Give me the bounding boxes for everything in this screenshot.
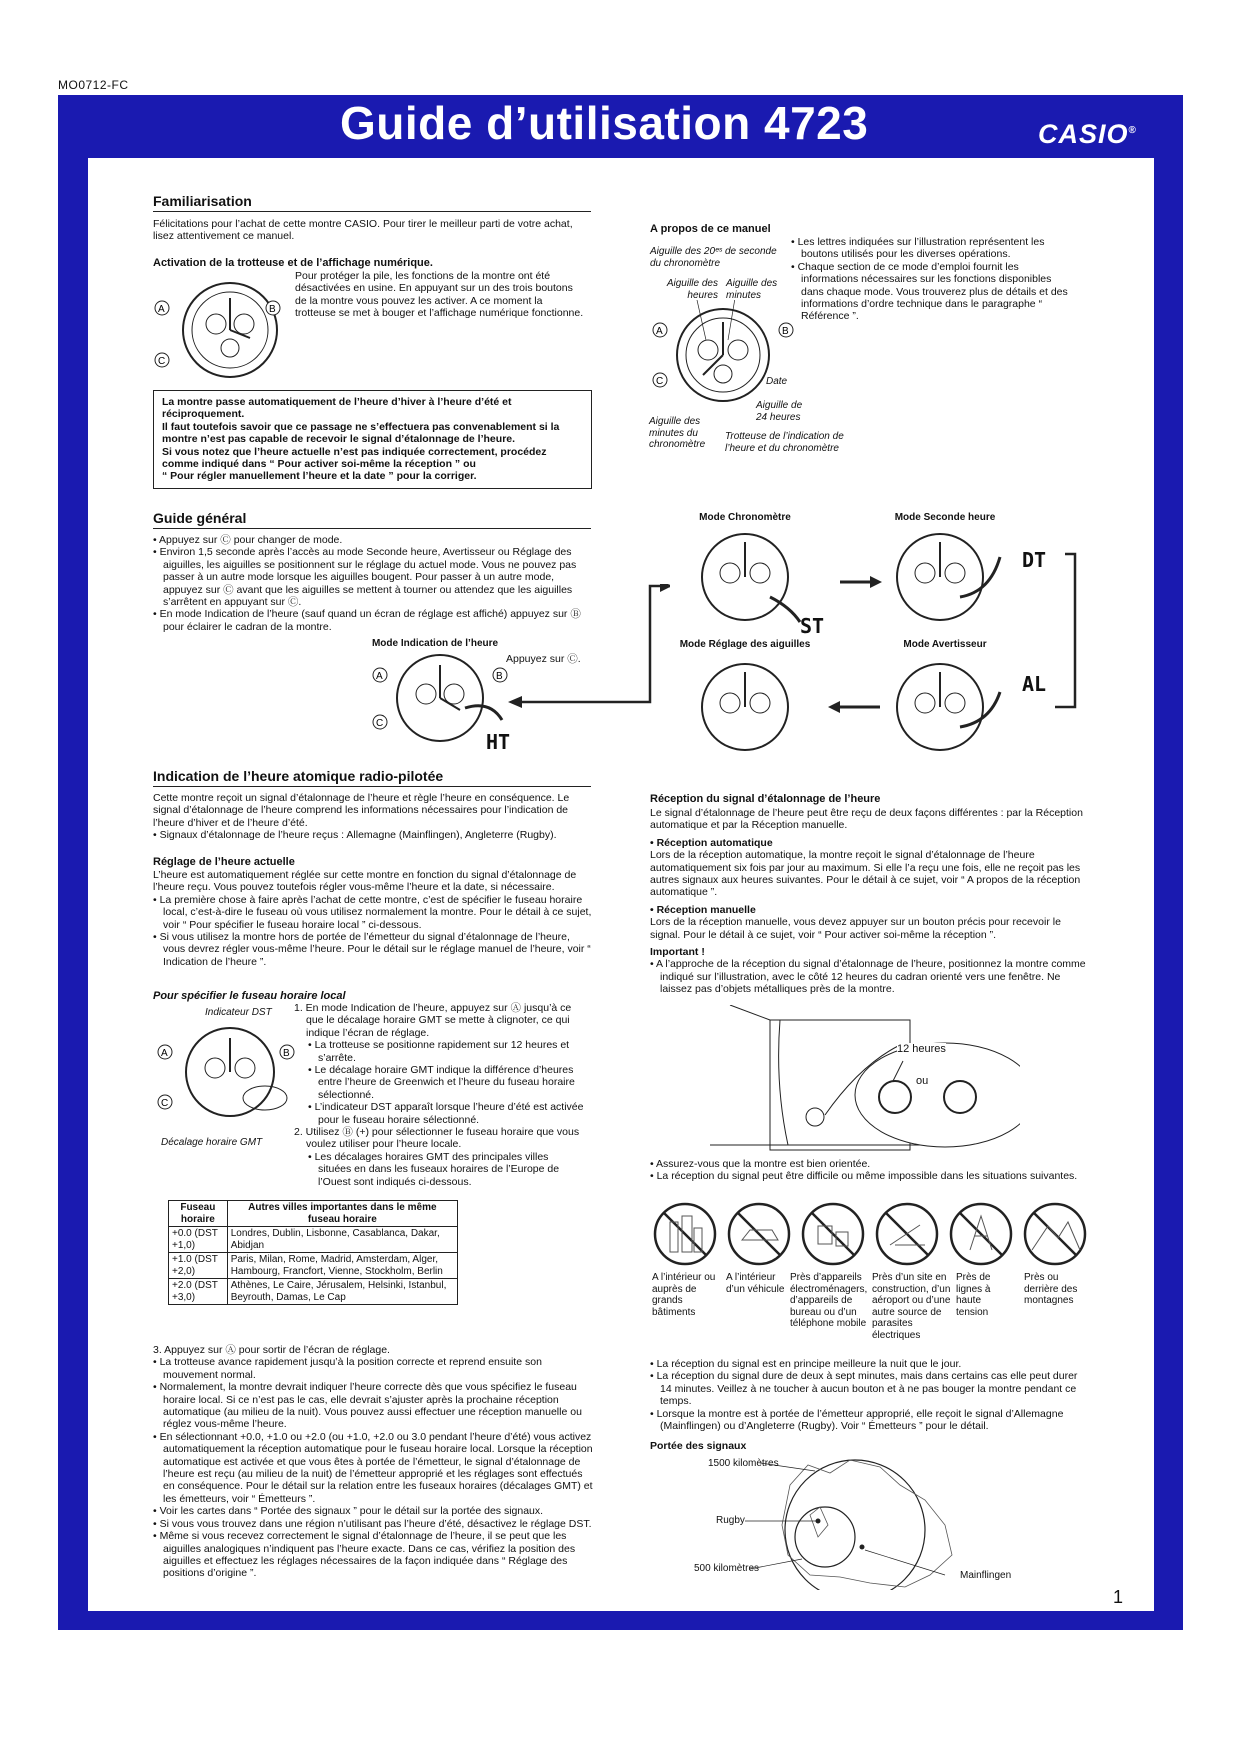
map-label-rugby: Rugby xyxy=(716,1515,745,1526)
auto-text: Lors de la réception automatique, la montre reçoit le signal d’étalonnage de l’heure automatiquement six fois par jour au maximum. Si elle l’a reçu une fois, elle ne reçoit pas les autres signaux aux heures suivantes. Pour le détail à ce sujet, voir “ A propos de la réception automatique ”. xyxy=(650,849,1081,899)
bullet: • La réception du signal peut être difficile ou même impossible dans les situations suivantes. xyxy=(650,1170,1078,1183)
bullet: • La trotteuse avance rapidement jusqu’à la position correcte et reprend ensuite son mouvement normal. xyxy=(153,1356,542,1381)
situation-caption: A l’intérieur d’un véhicule xyxy=(726,1272,785,1295)
table-cell: Paris, Milan, Rome, Madrid, Amsterdam, Alger, Hambourg, Francfort, Vienne, Stockholm, Berlin xyxy=(227,1253,457,1279)
portee-heading: Portée des signaux xyxy=(650,1440,747,1452)
auto-heading: • Réception automatique xyxy=(650,836,773,849)
page-number: 1 xyxy=(1113,1587,1124,1607)
bullet: • A l’approche de la réception du signal d’étalonnage de l’heure, positionnez la montre comme indiqué sur l’illustration, avec le côté 12 heures du cadran orienté vers une fenêtre. Ne laissez pas d’objets métalliques près de la montre. xyxy=(650,958,1086,996)
bullet: • Appuyez sur Ⓒ pour changer de mode. xyxy=(153,534,343,546)
svg-text:C: C xyxy=(158,356,166,367)
label-24h: Aiguille de 24 heures xyxy=(756,400,803,423)
svg-text:C: C xyxy=(656,376,664,387)
bullet: • La réception du signal est en principe meilleure la nuit que le jour. xyxy=(650,1358,962,1370)
activation-heading: Activation de la trotteuse et de l’affichage numérique. xyxy=(153,257,433,269)
section-heading-familiarisation: Familiarisation xyxy=(153,193,591,212)
watch-illustration-hands xyxy=(648,300,798,415)
label-ou: ou xyxy=(916,1075,929,1087)
reglage-heading: Réglage de l’heure actuelle xyxy=(153,856,295,868)
table-header-cell: Fuseau horaire xyxy=(169,1201,228,1227)
notice-line: Si vous notez que l’heure actuelle n’est pas indiquée correctement, procédez comme indiqué dans “ Pour activer soi-même la réception ” ou xyxy=(162,445,547,471)
situation-caption: Près ou derrière des montagnes xyxy=(1024,1272,1078,1306)
caption-mode-adjust: Mode Réglage des aiguilles xyxy=(679,639,811,650)
map-label-mainflingen: Mainflingen xyxy=(960,1570,1012,1581)
label-seconds20: Aiguille des 20ᵉˢ de seconde du chronomètre xyxy=(650,246,777,269)
window-orientation-illustration xyxy=(660,1005,1020,1155)
important-heading: Important ! xyxy=(650,946,705,959)
table-cell: +0.0 (DST +1,0) xyxy=(169,1227,228,1253)
label-dst-indicator: Indicateur DST xyxy=(205,1007,272,1018)
notice-line: La montre passe automatiquement de l’heure d’hiver à l’heure d’été et réciproquement. xyxy=(162,396,512,421)
map-label-500: 500 kilomètres xyxy=(694,1563,760,1574)
table-row xyxy=(169,1279,458,1305)
activation-text: Pour protéger la pile, les fonctions de la montre ont été désactivées en usine. En appuyant sur un des trois boutons de la montre vous pouvez les activer. A ce moment la trotteuse se met à bouger et l’affichage numérique fonctionne. xyxy=(295,270,584,320)
atomic-intro xyxy=(153,792,593,842)
section-heading-atomic: Indication de l’heure atomique radio-pilotée xyxy=(153,768,591,787)
svg-text:B: B xyxy=(782,326,789,337)
lcd-dt: DT xyxy=(1022,548,1047,572)
familiarisation-intro: Félicitations pour l’achat de cette montre CASIO. Pour tirer le meilleur parti de votre achat, lisez attentivement ce manuel. xyxy=(153,218,573,243)
svg-text:B: B xyxy=(283,1048,290,1059)
dst-notice-box xyxy=(153,390,592,489)
bullet: • Signaux d’étalonnage de l’heure reçus : Allemagne (Mainflingen), Angleterre (Rugby). xyxy=(153,829,557,842)
bullet: • Les décalages horaires GMT des principales villes situées en dans les fuseaux horaires de l’Europe de l’Ouest sont indiqués ci-dessous. xyxy=(308,1150,560,1188)
svg-text:B: B xyxy=(496,671,503,682)
table-header-row xyxy=(169,1201,458,1227)
caption-mode-dual: Mode Seconde heure xyxy=(894,512,996,523)
bullet: • La réception du signal dure de deux à sept minutes, mais dans certains cas elle peut durer 14 minutes. Veillez à ne toucher à aucun bouton et à ne pas bouger la montre pendant ce temps. xyxy=(650,1370,1078,1408)
lcd-st: ST xyxy=(800,614,825,638)
orientation-bullets xyxy=(650,1158,1090,1183)
bullet: • En mode Indication de l’heure (sauf quand un écran de réglage est affiché) appuyez sur Ⓑ pour éclairer le cadran de la montre. xyxy=(153,608,581,633)
casio-logo: CASIO® xyxy=(1038,119,1137,149)
bullet: • Même si vous recevez correctement le signal d’étalonnage de l’heure, il se peut que les aiguilles analogiques n’indiquent pas l’heure exacte. Dans ce cas, vérifiez la position des aiguilles et effectuez les réglages nécessaires de la façon indiquée dans “ Réglage des positions d’origine ”. xyxy=(153,1530,576,1580)
apropos-bullets xyxy=(791,236,1077,323)
step-1: 1. En mode Indication de l’heure, appuyez sur Ⓐ jusqu’à ce que le décalage horaire GMT se mette à clignoter, ce qui indique l’écran de réglage. xyxy=(294,1002,572,1039)
situation-caption: A l’intérieur ou auprès de grands bâtiments xyxy=(652,1272,716,1318)
svg-text:A: A xyxy=(376,671,383,682)
reception-intro: Le signal d’étalonnage de l’heure peut être reçu de deux façons différentes : par la Réception automatique et par la Réception manuelle. xyxy=(650,807,1083,832)
caption-mode-alarm: Mode Avertisseur xyxy=(903,639,987,650)
bullet: • Le décalage horaire GMT indique la différence d’heures entre l’heure de Greenwich et l’heure du fuseau horaire sélectionné. xyxy=(308,1064,575,1101)
svg-text:B: B xyxy=(269,304,276,315)
svg-text:A: A xyxy=(158,304,165,315)
label-chrono-minutes: Aiguille des minutes du chronomètre xyxy=(649,416,706,450)
watch-illustration-activation xyxy=(150,268,295,383)
manual-heading: • Réception manuelle xyxy=(650,903,756,916)
bullet: • La trotteuse se positionne rapidement sur 12 heures et s’arrête. xyxy=(308,1039,570,1064)
notice-line: “ Pour régler manuellement l’heure et la date ” pour la corriger. xyxy=(162,470,477,483)
caption-mode-time: Mode Indication de l’heure xyxy=(371,638,499,649)
bullet: • Lorsque la montre est à portée de l’émetteur approprié, elle reçoit le signal d’Allemagne (Mainflingen) ou d’Angleterre (Rugby). Voir “ Émetteurs ” pour le détail. xyxy=(650,1407,1064,1433)
apropos-heading: A propos de ce manuel xyxy=(650,223,771,235)
label-date: Date xyxy=(766,376,788,387)
table-cell: +1.0 (DST +2,0) xyxy=(169,1253,228,1279)
table-row xyxy=(169,1253,458,1279)
bullet: • Les lettres indiquées sur l’illustration représentent les boutons utilisés pour les diverses opérations. xyxy=(791,236,1045,261)
document-code: MO0712-FC xyxy=(58,78,129,92)
press-c-label: Appuyez sur Ⓒ. xyxy=(506,653,581,665)
svg-text:A: A xyxy=(656,326,663,337)
situation-caption: Près d’appareils électroménagers, d’appareils de bureau ou d’un téléphone mobile xyxy=(790,1272,868,1329)
intro-text: Cette montre reçoit un signal d’étalonnage de l’heure et règle l’heure en conséquence. Le signal d’étalonnage de l’heure comprend les informations nécessaires pour l’indication de l’heure d’hiver et de l’heure d’été. xyxy=(153,792,570,829)
step-2: 2. Utilisez Ⓑ (+) pour sélectionner le fuseau horaire que vous voulez utiliser pour l’heure locale. xyxy=(294,1126,580,1151)
reception-body xyxy=(650,807,1090,996)
bullet: • Normalement, la montre devrait indiquer l’heure correcte dès que vous spécifiez le fuseau horaire local. Si ce n’est pas le cas, elle devrait s’ajuster après la prochaine réception automatique (au milieu de la nuit). Vous pouvez aussi effectuer une réception manuelle ou réglez vous-même l’heure. xyxy=(153,1381,582,1431)
reglage-body xyxy=(153,869,593,968)
fuseau-heading: Pour spécifier le fuseau horaire local xyxy=(153,990,346,1002)
lcd-ht: HT xyxy=(486,730,511,754)
svg-text:A: A xyxy=(161,1048,168,1059)
fuseau-steps xyxy=(294,1002,584,1188)
svg-text:C: C xyxy=(161,1098,169,1109)
after-steps xyxy=(153,1344,593,1580)
reception-bullets xyxy=(650,1358,1090,1432)
reception-heading: Réception du signal d’étalonnage de l’heure xyxy=(650,793,881,805)
lcd-al: AL xyxy=(1022,672,1047,696)
bullet: • En sélectionnant +0.0, +1.0 ou +2.0 (ou +1.0, +2.0 ou 3.0 pendant l’heure d’été) vous activez automatiquement la réception automatique pour le fuseau horaire local. Lorsque la réception automatique est activée et que vous êtes à portée de l’émetteur, le signal d’étalonnage de l’heure est reçu (au milieu de la nuit) de l’émetteur approprié et les réglages sont effectués en conséquence. Pour le détail sur la relation entre les fuseaux horaires (décalages GMT) et les émetteurs, voir “ Émetteurs ”. xyxy=(153,1430,593,1505)
table-header-cell: Autres villes importantes dans le même fuseau horaire xyxy=(227,1201,457,1227)
table-cell: +2.0 (DST +3,0) xyxy=(169,1279,228,1305)
section-heading-guide: Guide général xyxy=(153,510,591,529)
bullet: • Si vous utilisez la montre hors de portée de l’émetteur du signal d’étalonnage de l’heure, vous devrez régler vous-même l’heure. Pour le détail sur le réglage manuel de l’heure, voir “ Indication de l’heure ”. xyxy=(153,931,591,968)
label-gmt-offset: Décalage horaire GMT xyxy=(161,1137,263,1148)
table-row xyxy=(169,1227,458,1253)
manual-text: Lors de la réception manuelle, vous devez appuyer sur un bouton précis pour recevoir le signal. Pour le détail à ce sujet, voir “ Pour activer soi-même la réception ”. xyxy=(650,916,1061,941)
svg-text:C: C xyxy=(376,718,384,729)
bullet: • Si vous vous trouvez dans une région n’utilisant pas l’heure d’été, désactivez le réglage DST. xyxy=(153,1517,592,1530)
label-12-heures: 12 heures xyxy=(897,1043,946,1055)
notice-line: Il faut toutefois savoir que ce passage ne s’effectuera pas convenablement si la montre n’est pas capable de recevoir le signal d’étalonnage de l’heure. xyxy=(162,420,560,446)
mode-cycle-connectors xyxy=(500,584,670,714)
label-minutes: Aiguille des minutes xyxy=(726,278,778,301)
bullet: • Assurez-vous que la montre est bien orientée. xyxy=(650,1158,871,1170)
watch-illustration-gmt xyxy=(155,1020,295,1130)
map-label-1500: 1500 kilomètres xyxy=(708,1458,779,1469)
bullet: • Environ 1,5 seconde après l’accès au mode Seconde heure, Avertisseur ou Réglage des aiguilles, les aiguilles se positionnent sur le réglage du actuel mode. Vous ne pouvez pas passer à un autre mode lorsque les aiguilles bougent. Pour passer à un autre mode, appuyez sur Ⓒ avant que les aiguilles se mettent à tourner ou attendez que les aiguilles s’arrêtent en appuyant sur Ⓒ. xyxy=(153,546,577,609)
bullet: • La première chose à faire après l’achat de cette montre, c’est de spécifier le fuseau horaire local, c’est-à-dire le fuseau où vous utilisez normalement la montre. Pour le détail à ce sujet, voir “ Pour spécifier le fuseau horaire local ” ci-dessous. xyxy=(153,893,592,931)
interference-icons xyxy=(650,1200,1090,1268)
label-hours: Aiguille des heures xyxy=(666,278,718,301)
bullet: • L’indicateur DST apparaît lorsque l’heure d’été est activée pour le fuseau horaire sélectionné. xyxy=(308,1101,584,1126)
bullet: • Voir les cartes dans “ Portée des signaux ” pour le détail sur la portée des signaux. xyxy=(153,1505,544,1518)
bullet: • Chaque section de ce mode d’emploi fournit les informations nécessaires sur les fonctions disponibles dans chaque mode. Vous trouverez plus de détails et des informations d’ordre technique dans le paragraphe “ Référence ”. xyxy=(791,260,1068,323)
step-3: 3. Appuyez sur Ⓐ pour sortir de l’écran de réglage. xyxy=(153,1344,390,1356)
table-cell: Athènes, Le Caire, Jérusalem, Helsinki, Istanbul, Beyrouth, Damas, Le Cap xyxy=(227,1279,457,1305)
situation-caption: Près d’un site en construction, d’un aéroport ou d’une autre source de parasites électriques xyxy=(872,1272,951,1341)
label-trotteuse: Trotteuse de l’indication de l’heure et du chronomètre xyxy=(725,431,844,454)
situation-caption: Près de lignes à haute tension xyxy=(956,1272,991,1318)
caption-mode-chrono: Mode Chronomètre xyxy=(699,512,791,523)
page-title: Guide d’utilisation 4723 xyxy=(340,97,869,149)
table-cell: Londres, Dublin, Lisbonne, Casablanca, Dakar, Abidjan xyxy=(227,1227,457,1253)
timezone-table xyxy=(168,1200,458,1305)
reglage-text: L’heure est automatiquement réglée sur cette montre en fonction du signal d’étalonnage de l’heure reçu. Vous pouvez toutefois régler vous-même l’heure et la date, si nécessaire. xyxy=(153,869,577,894)
